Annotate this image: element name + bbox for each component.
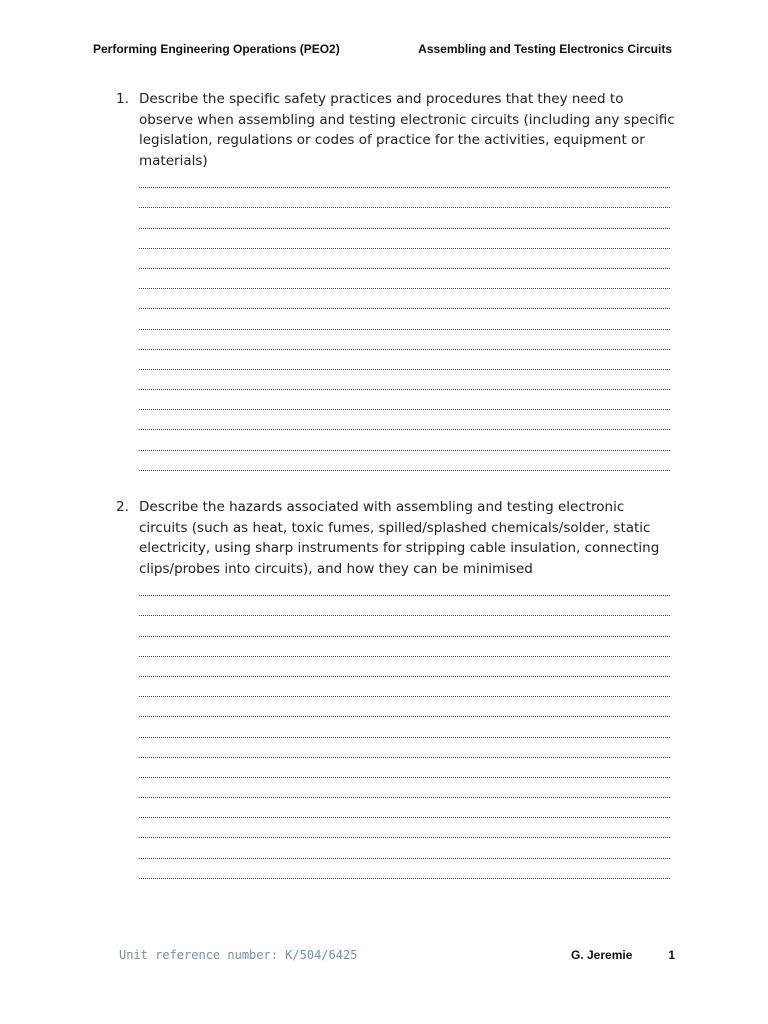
question-number: 2. (116, 499, 129, 515)
answer-lines[interactable] (139, 173, 670, 476)
answer-line[interactable] (139, 213, 670, 233)
answer-line[interactable] (139, 702, 670, 722)
answer-line[interactable] (139, 763, 670, 783)
answer-line[interactable] (139, 375, 670, 395)
answer-line[interactable] (139, 435, 670, 455)
answer-line[interactable] (139, 581, 670, 601)
answer-line[interactable] (139, 294, 670, 314)
answer-lines[interactable] (139, 581, 670, 884)
question-text: Describe the hazards associated with assembling and testing electronic circuits (such as heat, toxic fumes, spilled/splashed chemicals/solder, static electricity, using sharp instruments for stripping cable insulation, connecting clips/probes into circuits), and how they can be minimised (139, 499, 660, 577)
answer-line[interactable] (139, 173, 670, 193)
page-footer (119, 948, 675, 964)
author-name: G. Jeremie (571, 948, 633, 962)
answer-line[interactable] (139, 234, 670, 254)
answer-line[interactable] (139, 642, 670, 662)
question-1 (116, 89, 676, 476)
answer-line[interactable] (139, 823, 670, 843)
answer-line[interactable] (139, 722, 670, 742)
answer-line[interactable] (139, 335, 670, 355)
answer-line[interactable] (139, 864, 670, 884)
unit-reference: Unit reference number: K/504/6425 (119, 948, 358, 962)
answer-line[interactable] (139, 843, 670, 863)
page-header (93, 42, 672, 56)
question-number: 1. (116, 91, 129, 107)
answer-line[interactable] (139, 274, 670, 294)
answer-line[interactable] (139, 743, 670, 763)
answer-line[interactable] (139, 355, 670, 375)
page-number: 1 (668, 948, 675, 962)
header-left-title: Performing Engineering Operations (PEO2) (93, 42, 340, 56)
question-text: Describe the specific safety practices and procedures that they need to observe when assembling and testing electronic circuits (including any specific legislation, regulations or codes of practice for the activities, equipment or materials) (139, 91, 675, 169)
answer-line[interactable] (139, 415, 670, 435)
answer-line[interactable] (139, 456, 670, 476)
header-right-title: Assembling and Testing Electronics Circuits (418, 42, 672, 56)
answer-line[interactable] (139, 621, 670, 641)
question-2 (116, 497, 676, 884)
answer-line[interactable] (139, 601, 670, 621)
answer-line[interactable] (139, 783, 670, 803)
answer-line[interactable] (139, 395, 670, 415)
answer-line[interactable] (139, 254, 670, 274)
answer-line[interactable] (139, 803, 670, 823)
answer-line[interactable] (139, 193, 670, 213)
answer-line[interactable] (139, 682, 670, 702)
answer-line[interactable] (139, 662, 670, 682)
answer-line[interactable] (139, 314, 670, 334)
